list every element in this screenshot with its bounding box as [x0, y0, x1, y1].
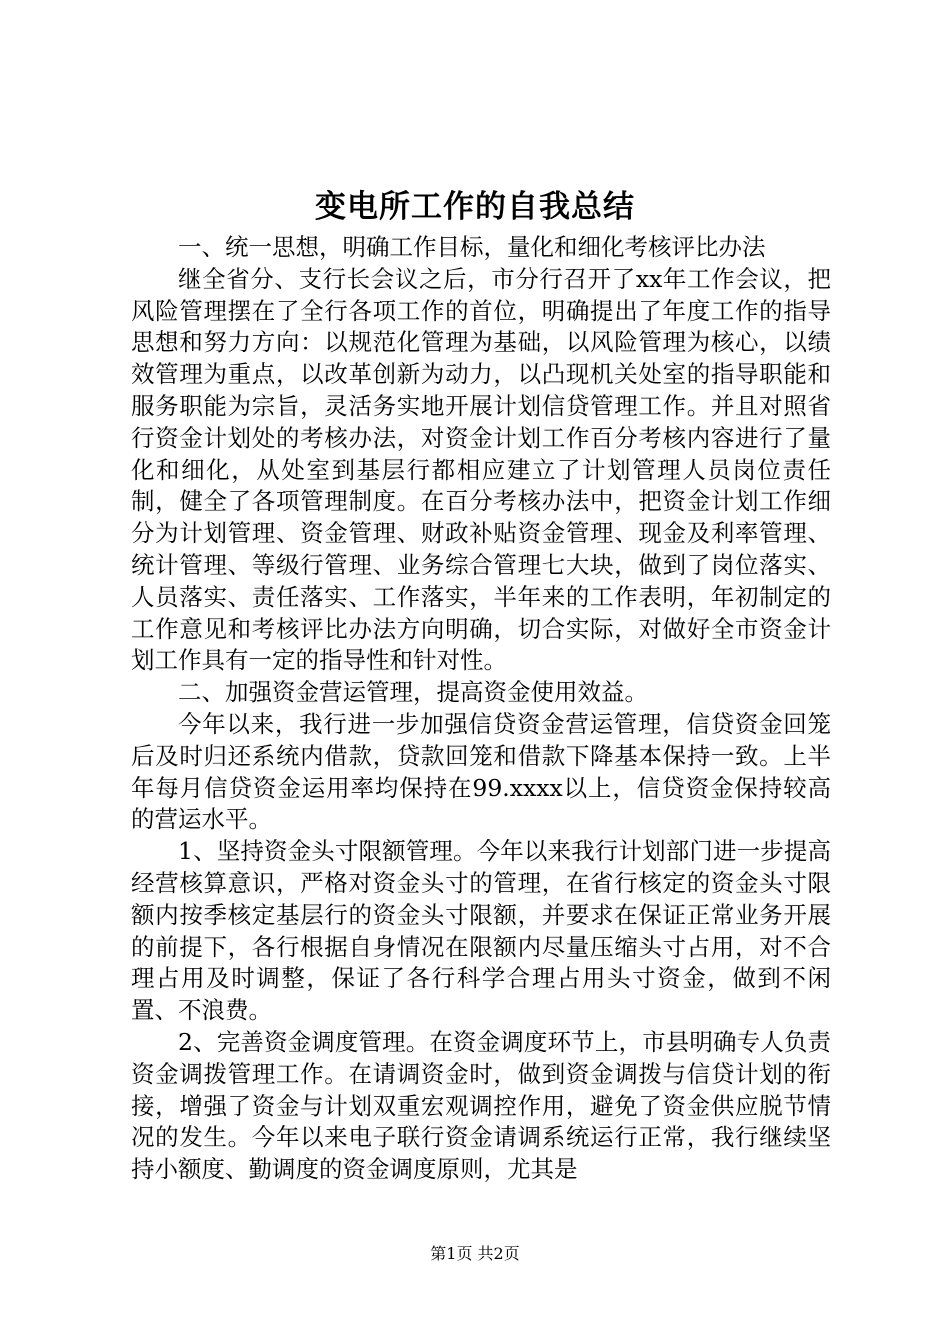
- body-paragraph: 今年以来，我行进一步加强信贷资金营运管理，信贷资金回笼后及时归还系统内借款，贷款回笼和借款下降基本保持一致。上半年每月信贷资金运用率均保持在99.xxxx以上，信贷资金保持较高的营运水平。: [131, 709, 831, 834]
- body-paragraph: 1、坚持资金头寸限额管理。今年以来我行计划部门进一步提高经营核算意识，严格对资金头寸的管理，在省行核定的资金头寸限额内按季核定基层行的资金头寸限额，并要求在保证正常业务开展的前提下，各行根据自身情况在限额内尽量压缩头寸占用，对不合理占用及时调整，保证了各行科学合理占用头寸资金，做到不闲置、不浪费。: [131, 837, 831, 1025]
- body-paragraph: 2、完善资金调度管理。在资金调度环节上，市县明确专人负责资金调拨管理工作。在请调资金时，做到资金调拨与信贷计划的衔接，增强了资金与计划双重宏观调控作用，避免了资金供应脱节情况的发生。今年以来电子联行资金请调系统运行正常，我行继续坚持小额度、勤调度的资金调度原则，尤其是: [131, 1027, 831, 1184]
- document-title: 变电所工作的自我总结: [315, 189, 635, 225]
- document-body: [131, 232, 831, 1186]
- section-heading-1: 一、统一思想，明确工作目标，量化和细化考核评比办法: [178, 233, 766, 261]
- body-paragraph: 继全省分、支行长会议之后，市分行召开了xx年工作会议，把风险管理摆在了全行各项工作的首位，明确提出了年度工作的指导思想和努力方向：以规范化管理为基础，以风险管理为核心，以绩效管理为重点，以改革创新为动力，以凸现机关处室的指导职能和服务职能为宗旨，灵活务实地开展计划信贷管理工作。并且对照省行资金计划处的考核办法，对资金计划工作百分考核内容进行了量化和细化，从处室到基层行都相应建立了计划管理人员岗位责任制，健全了各项管理制度。在百分考核办法中，把资金计划工作细分为计划管理、资金管理、财政补贴资金管理、现金及利率管理、统计管理、等级行管理、业务综合管理七大块，做到了岗位落实、人员落实、责任落实、工作落实，半年来的工作表明，年初制定的工作意见和考核评比办法方向明确，切合实际，对做好全市资金计划工作具有一定的指导性和针对性。: [131, 264, 831, 675]
- page-number-footer: 第1页 共2页: [430, 1244, 520, 1263]
- section-heading-2: 二、加强资金营运管理，提高资金使用效益。: [178, 678, 648, 707]
